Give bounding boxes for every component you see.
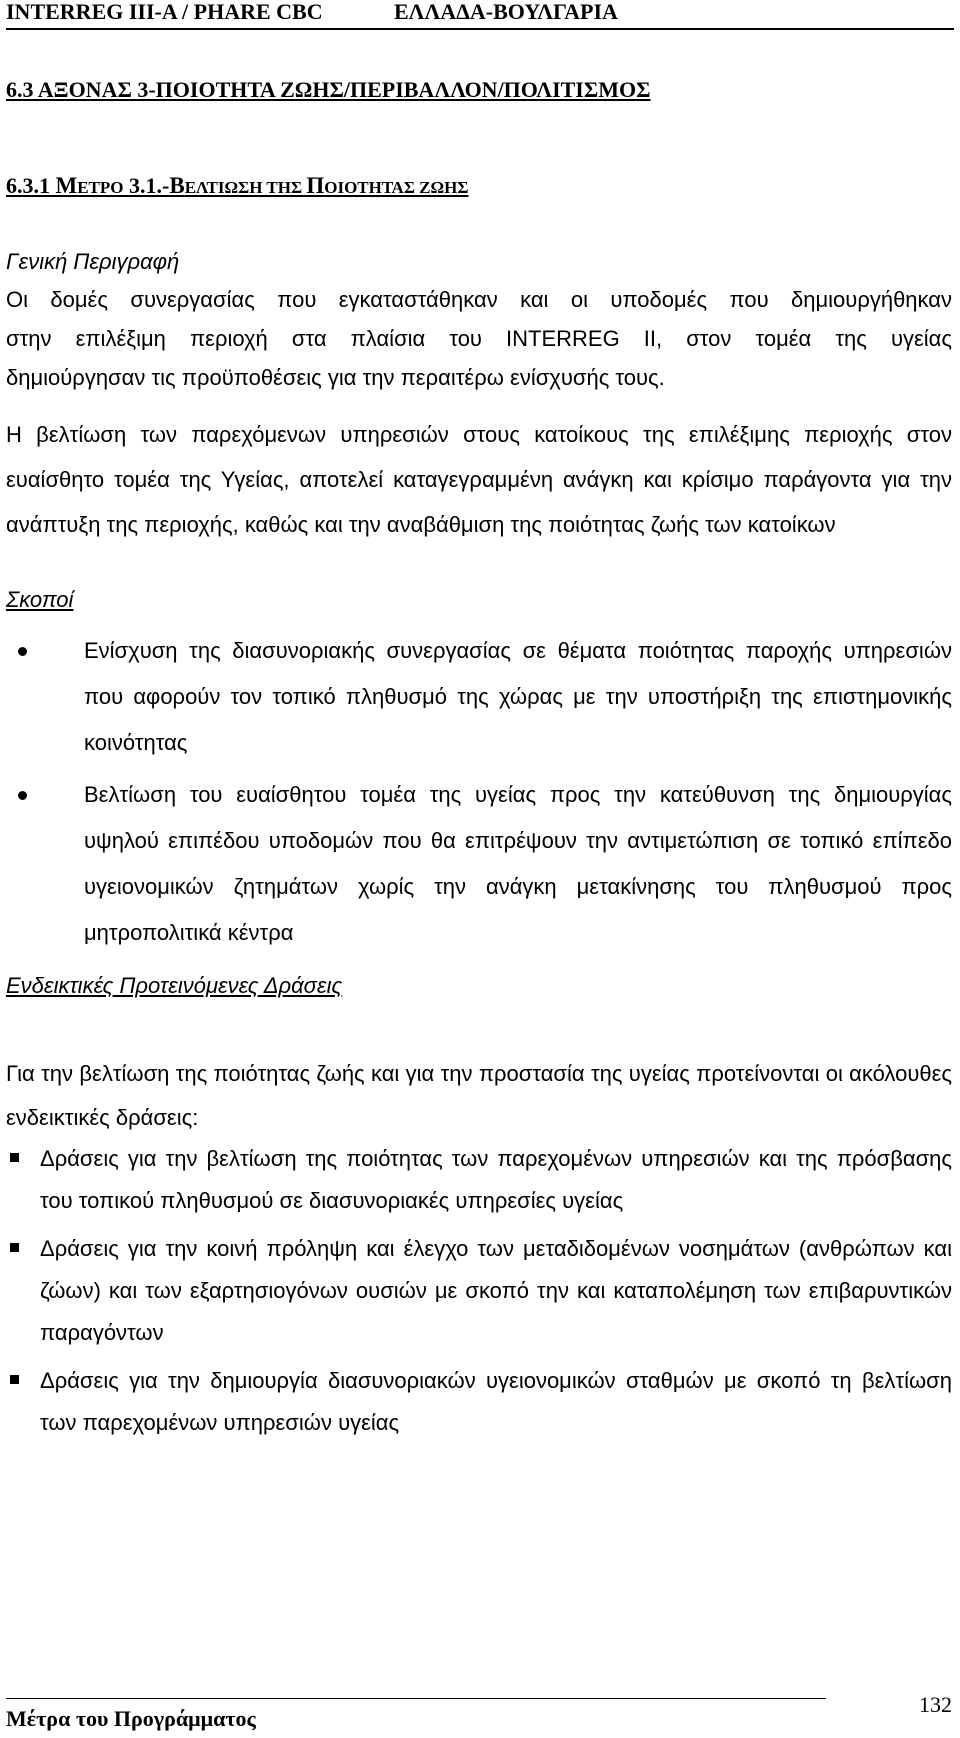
- list-item: [6, 1360, 952, 1444]
- header-region: ΕΛΛΑΔΑ-ΒΟΥΛΓΑΡΙΑ: [394, 0, 618, 24]
- actions-intro: Για την βελτίωση της ποιότητας ζωής και για την προστασία της υγείας προτείνονται οι ακόλουθες ενδεικτικές δράσεις:: [6, 1061, 952, 1130]
- list-item: [6, 628, 952, 766]
- bullet-icon: [18, 791, 27, 800]
- page-number: 132: [919, 1692, 952, 1717]
- measure-p-cap: Π: [306, 173, 325, 198]
- actions-heading: Ενδεικτικές Προτεινόμενες Δράσεις: [6, 973, 343, 998]
- section-title: 6.3 ΑΞΟΝΑΣ 3-ΠΟΙΟΤΗΤΑ ΖΩΗΣ/ΠΕΡΙΒΑΛΛΟΝ/ΠΟΛΙΤΙΣΜΟΣ: [6, 77, 651, 102]
- general-description-line: δημιούργησαν τις προϋποθέσεις για την περαιτέρω ενίσχυσής τους.: [6, 365, 665, 390]
- general-description: [6, 244, 952, 397]
- measure-num2: 3.1.-: [123, 173, 170, 198]
- page-header: [6, 0, 954, 30]
- objectives-list: [6, 628, 952, 962]
- footer-divider: [6, 1698, 826, 1699]
- action-text: Δράσεις για την δημιουργία διασυνοριακών υγειονομικών σταθμών με σκοπό τη βελτίωση των παρεχομένων υπηρεσιών υγείας: [40, 1368, 952, 1435]
- general-description-heading: Γενική Περιγραφή: [6, 249, 180, 274]
- measure-b-cap: Β: [169, 173, 185, 198]
- measure-number: 6.3.1: [6, 173, 56, 198]
- footer-title: Μέτρα του Προγράμματος: [6, 1706, 256, 1731]
- action-text: Δράσεις για την κοινή πρόληψη και έλεγχο των μεταδιδομένων νοσημάτων (ανθρώπων και ζώων) και των εξαρτησιογόνων ουσιών με σκοπό την και καταπολέμηση των επιβαρυντικών παραγόντων: [40, 1236, 952, 1345]
- measure-title: [6, 168, 952, 206]
- action-text: Δράσεις για την βελτίωση της ποιότητας των παρεχομένων υπηρεσιών και της πρόσβασης του τοπικού πληθυσμού σε διασυνοριακές υπηρεσίες υγείας: [40, 1146, 952, 1213]
- bullet-icon: [18, 647, 27, 656]
- general-description-paragraph: Η βελτίωση των παρεχόμενων υπηρεσιών στους κατοίκους της επιλέξιμης περιοχής στον ευαίσθητο τομέα της Υγείας, αποτελεί καταγεγραμμένη ανάγκη και κρίσιμο παράγοντα για την ανάπτυξη της περιοχής, καθώς και την αναβάθμιση της ποιότητας ζωής των κατοίκων: [6, 422, 952, 537]
- general-description-line: Οι δομές συνεργασίας που εγκαταστάθηκαν και οι υποδομές που δημιουργήθηκαν: [6, 287, 952, 312]
- measure-p-rest: ΟΙΟΤΗΤΑΣ ΖΩΗΣ: [324, 178, 469, 197]
- measure-m-cap: Μ: [55, 173, 78, 198]
- list-item: [6, 1138, 952, 1222]
- header-program: INTERREG III-A / PHARE CBC: [6, 0, 323, 24]
- objective-text: Ενίσχυση της διασυνοριακής συνεργασίας σε θέματα ποιότητας παροχής υπηρεσιών που αφορούν τον τοπικό πληθυσμό της χώρας με την υποστήριξη της επιστημονικής κοινότητας: [84, 638, 952, 755]
- square-bullet-icon: [10, 1243, 19, 1252]
- objectives-heading: Σκοποί: [6, 587, 74, 612]
- measure-b-rest: ΕΛΤΙΩΣΗ ΤΗΣ: [184, 178, 307, 197]
- general-description-line: στην επιλέξιμη περιοχή στα πλαίσια του INTERREG II, στον τομέα της υγείας: [6, 326, 952, 351]
- square-bullet-icon: [10, 1153, 19, 1162]
- objective-text: Βελτίωση του ευαίσθητου τομέα της υγείας προς την κατεύθυνση της δημιουργίας υψηλού επιπέδου υποδομών που θα επιτρέψουν την αντιμετώπιση σε τοπικό επίπεδο υγειονομικών ζητημάτων χωρίς την ανάγκη μετακίνησης του πληθυσμού προς μητροπολιτικά κέντρα: [84, 782, 952, 945]
- actions-list: [6, 1138, 952, 1450]
- square-bullet-icon: [10, 1375, 19, 1384]
- measure-m-rest: ΕΤΡΟ: [77, 178, 124, 197]
- list-item: [6, 772, 952, 956]
- list-item: [6, 1228, 952, 1354]
